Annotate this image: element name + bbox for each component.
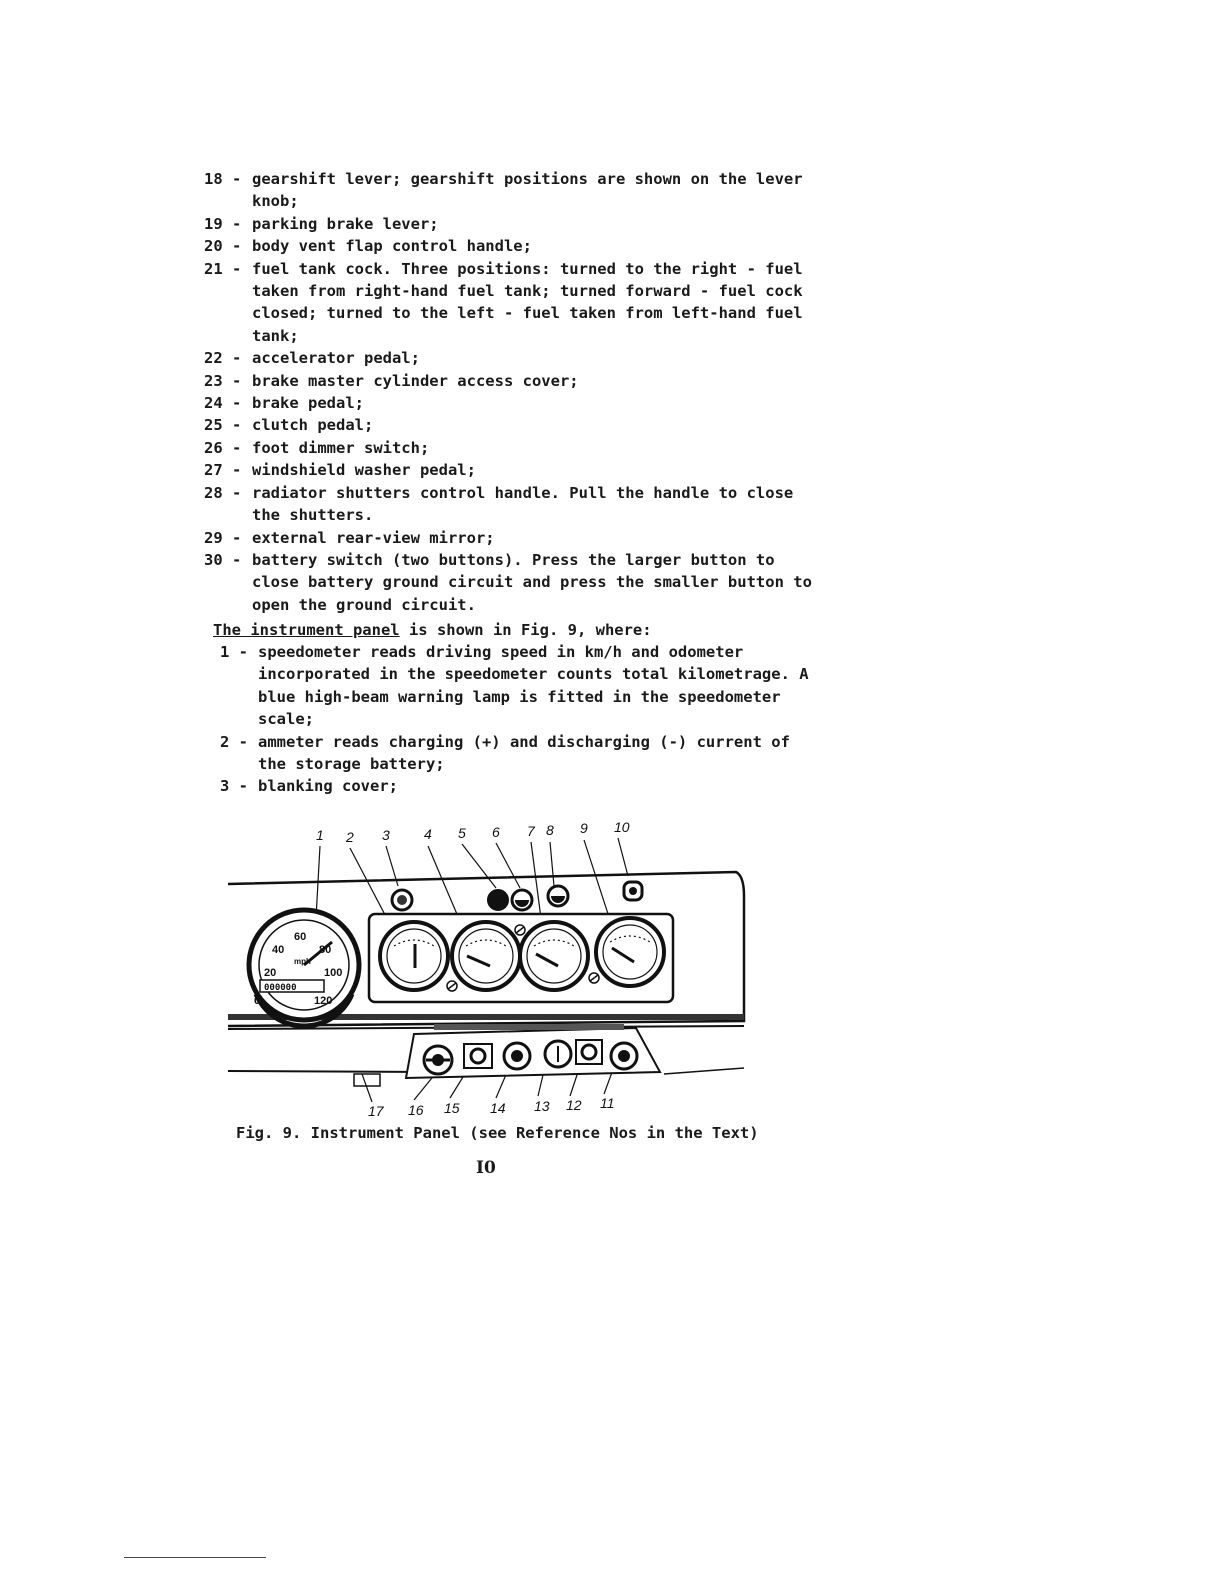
callout-15: 15 xyxy=(444,1100,460,1116)
callout-2: 2 xyxy=(346,829,354,845)
item-number: 22 - xyxy=(204,349,242,368)
item-text: body vent flap control handle; xyxy=(252,237,532,256)
item-number: 23 - xyxy=(204,371,242,390)
callout-9: 9 xyxy=(580,820,588,836)
warning-lamp xyxy=(488,890,508,910)
item-number: 27 - xyxy=(204,461,242,480)
list-item xyxy=(204,437,824,459)
callout-13: 13 xyxy=(534,1098,550,1114)
callout-10: 10 xyxy=(614,819,630,835)
instrument-panel-drawing xyxy=(224,816,764,1122)
item-text: radiator shutters control handle. Pull the handle to close the shutters. xyxy=(252,483,794,525)
speed-mark: 60 xyxy=(294,931,307,943)
item-text: parking brake lever; xyxy=(252,214,439,233)
figure-caption: Fig. 9. Instrument Panel (see Reference Nos in the Text) xyxy=(236,1124,759,1142)
callout-17: 17 xyxy=(368,1103,384,1119)
callout-1: 1 xyxy=(316,827,324,843)
item-number: 20 - xyxy=(204,237,242,256)
item-text: external rear-view mirror; xyxy=(252,528,495,547)
callout-12: 12 xyxy=(566,1097,582,1113)
list-item xyxy=(204,168,824,213)
speed-mark: 80 xyxy=(319,944,332,956)
odometer-digits: 000000 xyxy=(264,983,297,993)
item-text: brake pedal; xyxy=(252,394,364,413)
callout-4: 4 xyxy=(424,826,432,842)
speed-unit: mph xyxy=(294,957,311,966)
gauge-oil-pressure xyxy=(596,918,664,986)
item-number: 18 - xyxy=(204,170,242,188)
item-text: foot dimmer switch; xyxy=(252,438,430,457)
list-item xyxy=(204,414,824,436)
speed-mark: 40 xyxy=(272,944,285,956)
list-item xyxy=(204,392,824,414)
item-text: brake master cylinder access cover; xyxy=(252,371,579,390)
list-item xyxy=(204,258,824,348)
list-item xyxy=(204,235,824,257)
gauge-fuel xyxy=(452,922,520,990)
intro-text: is shown in Fig. 9, where: xyxy=(399,621,652,639)
list-item xyxy=(220,775,820,797)
item-number: 19 - xyxy=(204,214,242,233)
item-text: fuel tank cock. Three positions: turned to the right - fuel taken from right-hand fuel tank; turned forward - fuel cock closed; turned to the left - fuel taken from left-hand fuel tank; xyxy=(252,259,803,345)
item-text: accelerator pedal; xyxy=(252,349,420,368)
list-item xyxy=(220,641,820,731)
gauge-temperature xyxy=(520,922,588,990)
callout-5: 5 xyxy=(458,825,466,841)
item-number: 3 - xyxy=(220,777,248,796)
list-item xyxy=(204,549,824,616)
item-text: gearshift lever; gearshift positions are shown on the lever knob; xyxy=(252,170,803,211)
callout-7: 7 xyxy=(527,823,535,839)
page-number: I0 xyxy=(476,1158,496,1178)
callout-6: 6 xyxy=(492,824,500,840)
reference-list-18-30 xyxy=(204,168,824,616)
callout-16: 16 xyxy=(408,1102,424,1118)
item-text: clutch pedal; xyxy=(252,416,374,435)
instrument-panel-figure xyxy=(224,816,764,1122)
callout-11: 11 xyxy=(600,1095,615,1111)
list-item xyxy=(204,527,824,549)
item-number: 2 - xyxy=(220,732,248,751)
instrument-panel-intro xyxy=(213,619,813,641)
item-number: 25 - xyxy=(204,416,242,435)
item-text: battery switch (two buttons). Press the larger button to close battery ground circuit and press the smaller button to open the ground circuit. xyxy=(252,550,812,614)
item-text: blanking cover; xyxy=(258,777,398,796)
item-number: 28 - xyxy=(204,483,242,502)
callout-3: 3 xyxy=(382,827,390,843)
footnote-divider xyxy=(124,1557,266,1558)
item-number: 1 - xyxy=(220,643,248,661)
item-number: 29 - xyxy=(204,528,242,547)
speed-mark: 0 xyxy=(254,995,261,1007)
item-text: ammeter reads charging (+) and discharging (-) current of the storage battery; xyxy=(258,732,790,774)
callout-14: 14 xyxy=(490,1100,506,1116)
list-item xyxy=(204,482,824,527)
warning-lamps xyxy=(392,882,642,910)
section-heading: The instrument panel xyxy=(213,621,400,639)
item-number: 26 - xyxy=(204,438,242,457)
reference-list-1-3 xyxy=(220,641,820,798)
item-text: windshield washer pedal; xyxy=(252,461,476,480)
item-number: 30 - xyxy=(204,550,242,569)
speedometer xyxy=(249,910,359,1026)
speed-mark: 100 xyxy=(324,967,343,979)
speed-mark: 20 xyxy=(264,967,277,979)
callout-8: 8 xyxy=(546,822,554,838)
list-item xyxy=(204,459,824,481)
gauge-ammeter xyxy=(380,922,448,990)
list-item xyxy=(220,731,820,776)
list-item xyxy=(204,347,824,369)
speed-mark: 120 xyxy=(314,995,333,1007)
item-number: 24 - xyxy=(204,394,242,413)
item-number: 21 - xyxy=(204,259,242,278)
item-text: speedometer reads driving speed in km/h and odometer incorporated in the speedometer counts total kilometrage. A blue high-beam warning lamp is fitted in the speedometer scale; xyxy=(258,643,809,729)
list-item xyxy=(204,370,824,392)
list-item xyxy=(204,213,824,235)
